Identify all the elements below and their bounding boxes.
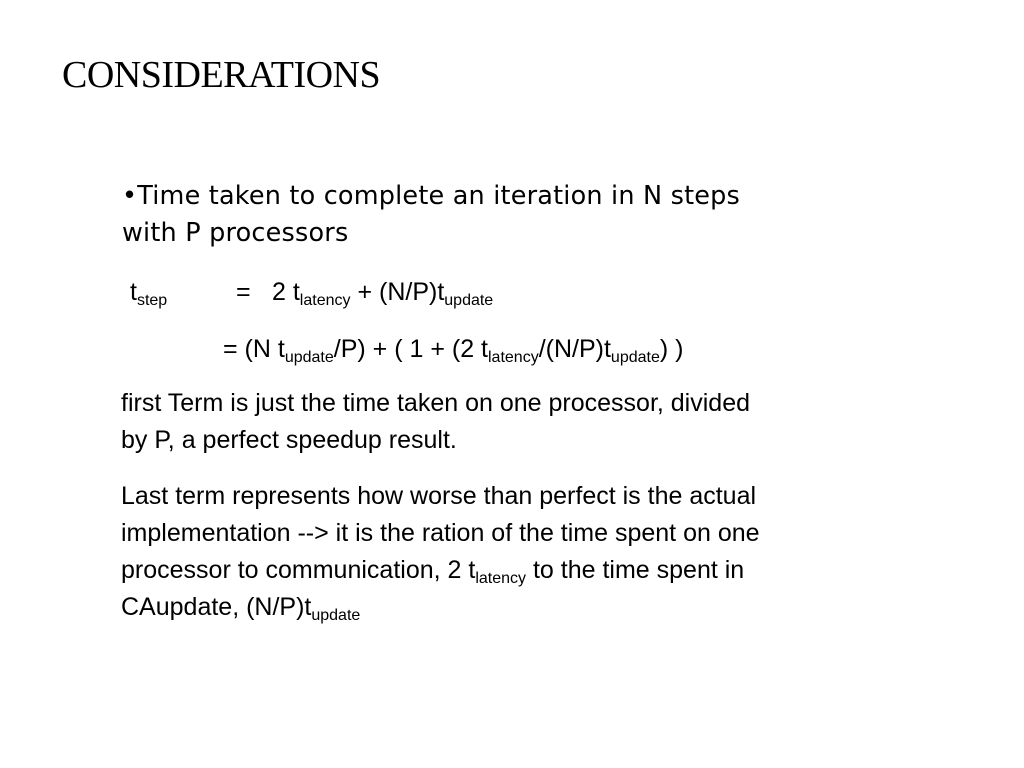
slide-title: CONSIDERATIONS	[62, 54, 381, 96]
equation-step-time	[130, 275, 493, 309]
update-subscript: update	[444, 292, 494, 309]
bullet-point	[122, 178, 922, 252]
equation-lhs	[130, 275, 236, 309]
equation-term-2: + $(N/P)t_{update}$	[350, 278, 494, 309]
bullet-line-1	[122, 178, 922, 215]
equals-sign: =	[236, 278, 251, 306]
bullet-marker: •	[122, 181, 138, 211]
paragraph-first-term: first Term is just the time taken on one processor, divided by P, a perfect speedup result.	[121, 389, 751, 454]
bullet-line-2: with P processors	[122, 218, 349, 248]
paragraph-last-term: Last term represents how worse than perfect is the actual implementation --> it is the ration of the time spent on one processor to communication, 2 $t_{latency}$ to the time spent in CAupdate, $(N/P)t_{update}$	[121, 482, 760, 624]
equation-term-1: 2 $t_{latency}$	[272, 278, 351, 309]
equation-expanded: = (N $t_{update}/P$) + ( 1 + (2 $t_{latency}/(N/P)t_{update}$) )	[223, 335, 684, 366]
bullet-text-1: Time taken to complete an iteration in N steps	[137, 181, 741, 211]
t-symbol: t	[130, 278, 137, 306]
step-subscript: step	[136, 292, 168, 309]
latency-subscript: latency	[299, 292, 351, 309]
